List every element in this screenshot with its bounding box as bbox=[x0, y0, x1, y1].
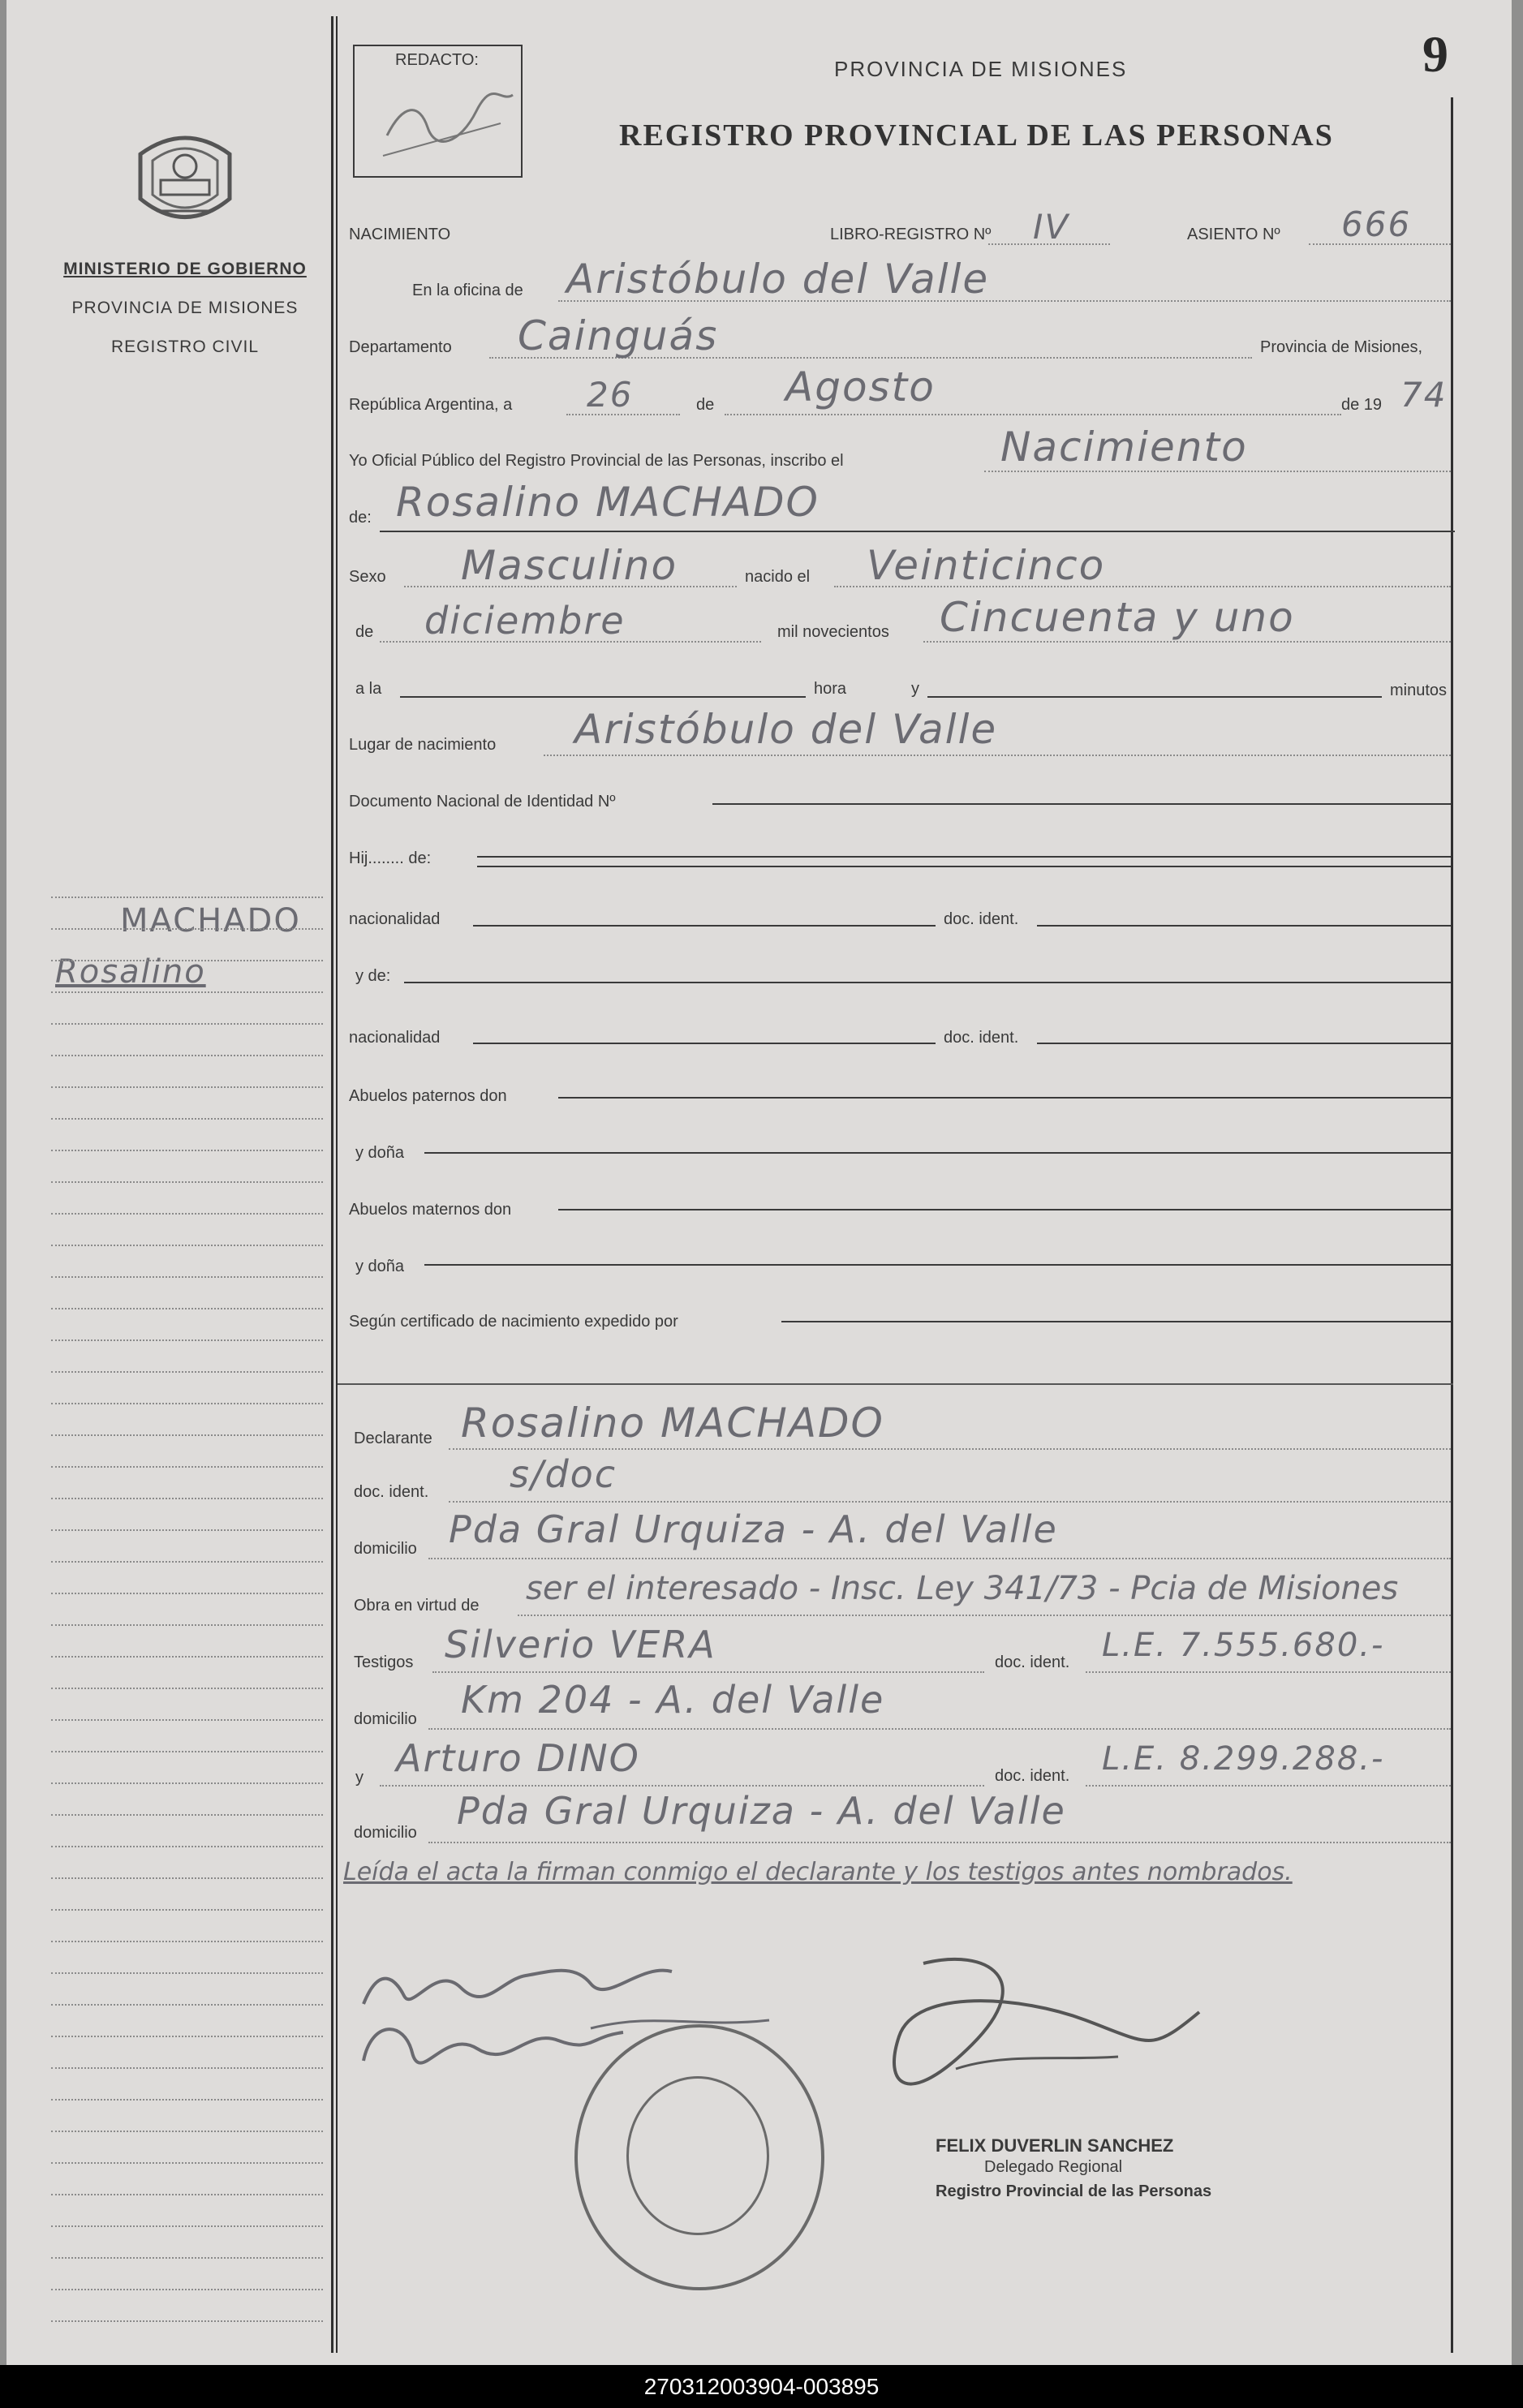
sidebar-surname: MACHADO bbox=[120, 902, 301, 940]
sidebar-ruled-line bbox=[51, 1466, 323, 1468]
sidebar-ruled-line bbox=[51, 1308, 323, 1309]
record-type-label: NACIMIENTO bbox=[349, 226, 451, 243]
declarante-label: Declarante bbox=[354, 1430, 432, 1447]
obra-label: Obra en virtud de bbox=[354, 1597, 480, 1615]
domicilio2-label: domicilio bbox=[354, 1710, 417, 1728]
dotted-line bbox=[428, 1558, 1451, 1559]
dotted-line bbox=[449, 1448, 1451, 1450]
official-seal-inner bbox=[626, 2076, 769, 2235]
redacto-label: REDACTO: bbox=[395, 51, 479, 69]
dotted-line bbox=[428, 1842, 1451, 1843]
departamento-label: Departamento bbox=[349, 338, 452, 356]
sidebar-ruled-line bbox=[51, 1688, 323, 1689]
lugar-label: Lugar de nacimiento bbox=[349, 736, 497, 754]
dotted-line bbox=[432, 1671, 984, 1673]
solid-rule bbox=[473, 1043, 936, 1044]
dotted-line bbox=[1086, 1671, 1451, 1673]
solid-rule bbox=[1037, 1043, 1451, 1044]
libro-label: LIBRO-REGISTRO Nº bbox=[830, 226, 992, 243]
sidebar-ruled-line bbox=[51, 2194, 323, 2195]
archive-id-footer: 270312003904-003895 bbox=[0, 2365, 1523, 2408]
abuelos-maternos-label: Abuelos maternos don bbox=[349, 1201, 512, 1219]
sidebar-ruled-line bbox=[51, 1213, 323, 1215]
provincia-suffix: Provincia de Misiones, bbox=[1260, 338, 1423, 356]
page-number: 9 bbox=[1422, 25, 1448, 83]
domicilio-label: domicilio bbox=[354, 1540, 417, 1558]
sidebar-ruled-line bbox=[51, 1150, 323, 1151]
sidebar-ruled-line bbox=[51, 1371, 323, 1373]
solid-rule bbox=[380, 531, 1455, 532]
republica-label: República Argentina, a bbox=[349, 396, 513, 414]
testigos-label: Testigos bbox=[354, 1653, 414, 1671]
nacido-label: nacido el bbox=[745, 568, 811, 586]
declarante-value: Rosalino MACHADO bbox=[461, 1400, 884, 1447]
dotted-line bbox=[428, 1728, 1451, 1730]
declarante-docident-label: doc. ident. bbox=[354, 1483, 429, 1501]
sidebar-ruled-line bbox=[51, 1561, 323, 1563]
dotted-line bbox=[518, 1615, 1451, 1616]
sexo-label: Sexo bbox=[349, 568, 386, 586]
header-province: PROVINCIA DE MISIONES bbox=[834, 57, 1128, 81]
domicilio3-label: domicilio bbox=[354, 1824, 417, 1842]
hora-label: hora bbox=[814, 680, 847, 698]
sidebar-ruled-line bbox=[51, 928, 323, 930]
section-divider bbox=[338, 1383, 1453, 1385]
solid-rule bbox=[558, 1209, 1451, 1210]
dotted-line bbox=[380, 1785, 984, 1787]
official-name: FELIX DUVERLIN SANCHEZ bbox=[936, 2135, 1174, 2156]
hij-label: Hij........ de: bbox=[349, 849, 432, 867]
sidebar-ruled-line bbox=[51, 1245, 323, 1246]
dotted-line bbox=[725, 414, 1341, 415]
sidebar-ruled-line bbox=[51, 1909, 323, 1911]
sidebar-ruled-line bbox=[51, 1751, 323, 1752]
sidebar-ruled-line bbox=[51, 1276, 323, 1278]
docident2-label: doc. ident. bbox=[944, 1029, 1019, 1047]
sidebar-ruled-line bbox=[51, 2067, 323, 2069]
redacto-box bbox=[353, 45, 523, 178]
sidebar-ruled-line bbox=[51, 2099, 323, 2101]
coat-of-arms-icon bbox=[124, 122, 246, 235]
solid-rule bbox=[400, 696, 806, 698]
sidebar-ruled-line bbox=[51, 1498, 323, 1499]
de3-label: de bbox=[355, 623, 374, 641]
libro-value: IV bbox=[1033, 207, 1070, 247]
nacido-value: Veinticinco bbox=[867, 542, 1106, 589]
sidebar-ministry: MINISTERIO DE GOBIERNO bbox=[63, 260, 307, 278]
testigo2-docident-label: doc. ident. bbox=[995, 1767, 1070, 1785]
document-page bbox=[6, 0, 1512, 2365]
declarante-docident-value: s/doc bbox=[510, 1452, 617, 1496]
sidebar-ruled-line bbox=[51, 1023, 323, 1025]
year-prefix: de 19 bbox=[1341, 396, 1383, 414]
person-value: Rosalino MACHADO bbox=[396, 479, 820, 526]
sidebar-ruled-line bbox=[51, 1055, 323, 1056]
left-margin-line bbox=[331, 16, 333, 2353]
sidebar-ruled-line bbox=[51, 1086, 323, 1088]
testigo2-value: Arturo DINO bbox=[396, 1736, 640, 1780]
redacto-initials-signature bbox=[363, 79, 525, 168]
solid-rule bbox=[712, 803, 1451, 805]
de-label: de bbox=[696, 396, 715, 414]
dni-label: Documento Nacional de Identidad Nº bbox=[349, 793, 616, 811]
sidebar-ruled-line bbox=[51, 1434, 323, 1436]
sidebar-ruled-line bbox=[51, 1529, 323, 1531]
sidebar-ruled-line bbox=[51, 1814, 323, 1816]
testigo1-value: Silverio VERA bbox=[445, 1623, 716, 1666]
sidebar-ruled-line bbox=[51, 1972, 323, 1974]
dotted-line bbox=[544, 755, 1451, 756]
sidebar-ruled-line bbox=[51, 1941, 323, 1942]
oficial-text: Yo Oficial Público del Registro Provincial de las Personas, inscribo el bbox=[349, 452, 844, 470]
sidebar-ruled-line bbox=[51, 2131, 323, 2132]
left-margin-line-inner bbox=[336, 16, 338, 2353]
dotted-line bbox=[1086, 1785, 1451, 1787]
testigo1-doc: L.E. 7.555.680.- bbox=[1102, 1627, 1385, 1664]
month-value: Agosto bbox=[785, 363, 936, 411]
sidebar-ruled-line bbox=[51, 2320, 323, 2322]
official-seal-stamp bbox=[574, 2024, 824, 2290]
sidebar-ruled-line bbox=[51, 1403, 323, 1404]
dotted-line bbox=[923, 641, 1451, 643]
solid-rule bbox=[781, 1321, 1451, 1322]
sidebar-ruled-line bbox=[51, 2225, 323, 2227]
lugar-value: Aristóbulo del Valle bbox=[574, 706, 998, 753]
official-role: Delegado Regional bbox=[984, 2158, 1123, 2176]
day-value: 26 bbox=[587, 375, 634, 415]
mil-label: mil novecientos bbox=[777, 623, 889, 641]
domicilio3-value: Pda Gral Urquiza - A. del Valle bbox=[457, 1789, 1066, 1833]
domicilio2-value: Km 204 - A. del Valle bbox=[461, 1678, 885, 1722]
domicilio-value: Pda Gral Urquiza - A. del Valle bbox=[449, 1507, 1058, 1551]
sidebar-ruled-line bbox=[51, 1846, 323, 1847]
testigo2-doc: L.E. 8.299.288.- bbox=[1102, 1740, 1385, 1778]
ala-label: a la bbox=[355, 680, 382, 698]
solid-rule bbox=[1037, 925, 1451, 927]
solid-rule bbox=[404, 982, 1451, 983]
testigo1-docident-label: doc. ident. bbox=[995, 1653, 1070, 1671]
solid-rule bbox=[424, 1152, 1451, 1154]
sidebar-ruled-line bbox=[51, 897, 323, 898]
mes-value: diciembre bbox=[424, 599, 626, 643]
sidebar-ruled-line bbox=[51, 2257, 323, 2259]
sidebar-ruled-line bbox=[51, 2036, 323, 2037]
sidebar-registry: REGISTRO CIVIL bbox=[110, 338, 260, 356]
sidebar-ruled-line bbox=[51, 1782, 323, 1784]
asiento-label: ASIENTO Nº bbox=[1187, 226, 1280, 243]
solid-rule bbox=[477, 856, 1451, 858]
anio-value: Cincuenta y uno bbox=[940, 594, 1295, 641]
sidebar-ruled-line bbox=[51, 2004, 323, 2006]
abuelos-paternos-label: Abuelos paternos don bbox=[349, 1087, 507, 1105]
closing-note: Leída el acta la firman conmigo el declarante y los testigos antes nombrados. bbox=[343, 1858, 1293, 1886]
sidebar-ruled-line bbox=[51, 1877, 323, 1879]
testigo-y-label: y bbox=[355, 1769, 364, 1787]
solid-rule bbox=[927, 696, 1382, 698]
sidebar-province: PROVINCIA DE MISIONES bbox=[71, 299, 299, 317]
certificado-label: Según certificado de nacimiento expedido por bbox=[349, 1313, 678, 1331]
solid-rule bbox=[477, 866, 1451, 867]
sidebar-given-name: Rosalino bbox=[55, 953, 206, 991]
solid-rule bbox=[473, 925, 936, 927]
sidebar-ruled-line bbox=[51, 960, 323, 961]
asiento-value: 666 bbox=[1341, 204, 1412, 244]
solid-rule bbox=[424, 1264, 1451, 1266]
sidebar-ruled-line bbox=[51, 991, 323, 993]
year-value: 74 bbox=[1400, 375, 1448, 415]
ydona1-label: y doña bbox=[355, 1144, 405, 1162]
ydona2-label: y doña bbox=[355, 1258, 405, 1275]
sidebar-ruled-line bbox=[51, 1656, 323, 1658]
oficina-value: Aristóbulo del Valle bbox=[566, 256, 990, 303]
nacionalidad1-label: nacionalidad bbox=[349, 910, 441, 928]
right-margin-line bbox=[1451, 97, 1453, 2353]
dotted-line bbox=[449, 1501, 1451, 1503]
de2-label: de: bbox=[349, 509, 372, 527]
oficina-label: En la oficina de bbox=[412, 282, 523, 299]
header-title: REGISTRO PROVINCIAL DE LAS PERSONAS bbox=[619, 118, 1334, 153]
official-signature bbox=[875, 1947, 1215, 2109]
nacionalidad2-label: nacionalidad bbox=[349, 1029, 441, 1047]
solid-rule bbox=[558, 1097, 1451, 1099]
sexo-value: Masculino bbox=[461, 542, 678, 589]
departamento-value: Cainguás bbox=[518, 312, 719, 359]
y-label: y bbox=[911, 680, 919, 698]
sidebar-ruled-line bbox=[51, 1719, 323, 1721]
obra-value: ser el interesado - Insc. Ley 341/73 - Pcia de Misiones bbox=[526, 1570, 1399, 1607]
minutos-label: minutos bbox=[1390, 682, 1448, 699]
dotted-line bbox=[984, 471, 1451, 472]
official-org: Registro Provincial de las Personas bbox=[936, 2182, 1212, 2200]
sidebar-ruled-line bbox=[51, 2289, 323, 2290]
docident1-label: doc. ident. bbox=[944, 910, 1019, 928]
sidebar-ruled-line bbox=[51, 1593, 323, 1594]
sidebar-ruled-line bbox=[51, 1624, 323, 1626]
oficial-value: Nacimiento bbox=[1000, 424, 1248, 471]
sidebar-ruled-line bbox=[51, 1118, 323, 1120]
yde-label: y de: bbox=[355, 967, 391, 985]
sidebar-ruled-line bbox=[51, 1339, 323, 1341]
sidebar-ruled-line bbox=[51, 2162, 323, 2164]
sidebar-ruled-line bbox=[51, 1181, 323, 1183]
